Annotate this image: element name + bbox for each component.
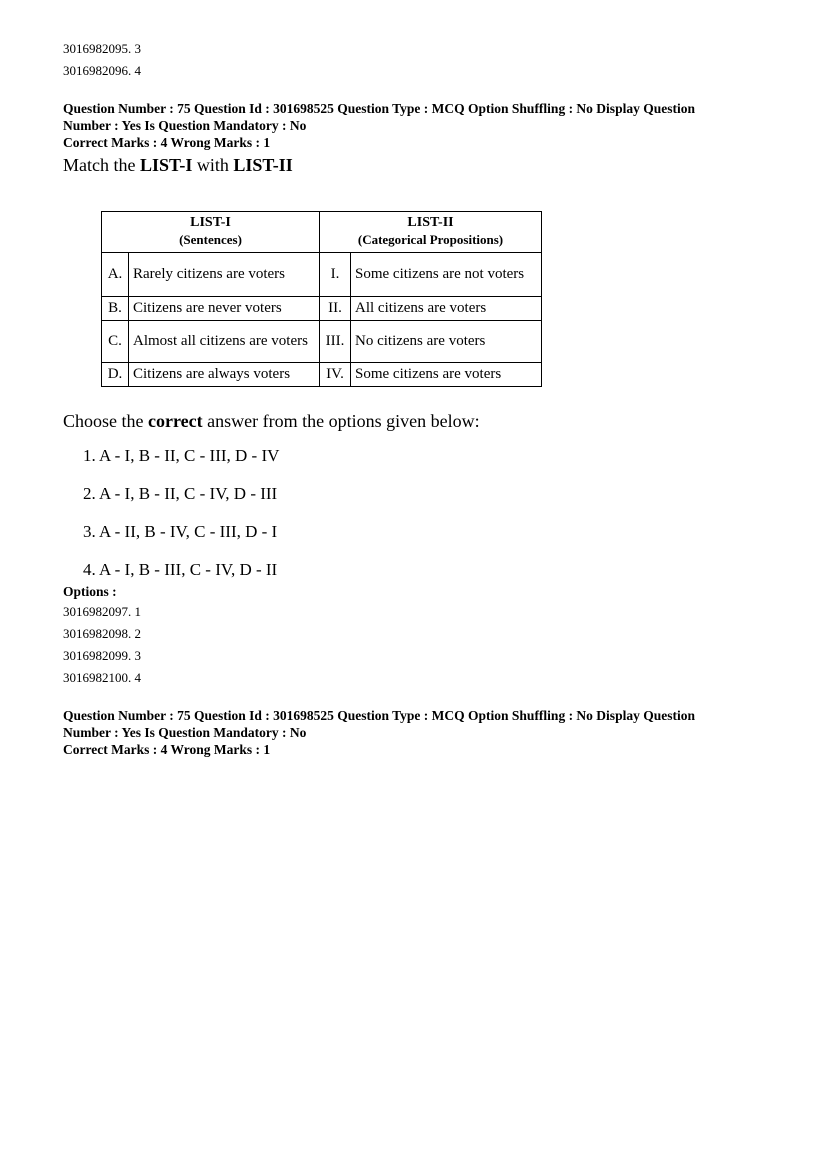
- option-code-line: 3016982098. 2: [63, 626, 141, 641]
- stem-list-2: LIST-II: [233, 155, 293, 175]
- stem-mid: with: [192, 155, 234, 175]
- left-text: Citizens are always voters: [129, 363, 320, 387]
- left-code: D.: [102, 363, 129, 387]
- table-row: [102, 253, 542, 297]
- left-code: B.: [102, 297, 129, 321]
- next-question-marks: Correct Marks : 4 Wrong Marks : 1: [63, 742, 271, 757]
- header-list-1-sub: (Sentences): [179, 232, 242, 247]
- option-code-line: 3016982096. 4: [63, 63, 141, 78]
- question-meta-line-2: Number : Yes Is Question Mandatory : No: [63, 118, 307, 133]
- right-code: III.: [320, 321, 351, 363]
- header-list-2-title: LIST-II: [407, 215, 454, 230]
- right-text: All citizens are voters: [351, 297, 542, 321]
- next-question-meta: [63, 707, 763, 758]
- options-label: Options :: [63, 584, 117, 599]
- right-code: IV.: [320, 363, 351, 387]
- next-question-meta-line-1: Question Number : 75 Question Id : 301698525 Question Type : MCQ Option Shuffling : No Display Question: [63, 708, 695, 723]
- stem-prefix: Match the: [63, 155, 140, 175]
- question-marks: Correct Marks : 4 Wrong Marks : 1: [63, 135, 271, 150]
- question-meta-line-1: Question Number : 75 Question Id : 301698525 Question Type : MCQ Option Shuffling : No Display Question: [63, 101, 695, 116]
- document-page: [63, 38, 763, 758]
- answer-choice: 1. A - I, B - II, C - III, D - IV: [83, 446, 280, 465]
- table-row: [102, 297, 542, 321]
- option-code-line: 3016982099. 3: [63, 648, 141, 663]
- left-text: Citizens are never voters: [129, 297, 320, 321]
- question-meta: [63, 100, 763, 151]
- table-header-list-2: [320, 212, 542, 253]
- option-code-line: 3016982100. 4: [63, 670, 141, 685]
- left-text: Almost all citizens are voters: [129, 321, 320, 363]
- choose-instruction: [63, 409, 763, 433]
- answer-choices: [63, 445, 763, 581]
- question-stem: [63, 153, 763, 177]
- right-text: Some citizens are voters: [351, 363, 542, 387]
- right-code: II.: [320, 297, 351, 321]
- left-text: Rarely citizens are voters: [129, 253, 320, 297]
- answer-choice: 2. A - I, B - II, C - IV, D - III: [83, 484, 278, 503]
- answer-choice: 3. A - II, B - IV, C - III, D - I: [83, 522, 278, 541]
- table-row: [102, 363, 542, 387]
- left-code: A.: [102, 253, 129, 297]
- stem-list-1: LIST-I: [139, 155, 193, 175]
- table-row: [102, 321, 542, 363]
- table-header-row: [102, 212, 542, 253]
- choose-prefix: Choose the: [63, 411, 148, 431]
- next-question-meta-line-2: Number : Yes Is Question Mandatory : No: [63, 725, 307, 740]
- match-table: [101, 211, 542, 387]
- option-code-line: 3016982095. 3: [63, 41, 141, 56]
- option-code-line: 3016982097. 1: [63, 604, 141, 619]
- right-text: No citizens are voters: [351, 321, 542, 363]
- choose-suffix: answer from the options given below:: [202, 411, 480, 431]
- left-code: C.: [102, 321, 129, 363]
- header-list-2-sub: (Categorical Propositions): [357, 232, 504, 247]
- choose-bold: correct: [148, 411, 203, 431]
- right-code: I.: [320, 253, 351, 297]
- header-list-1-title: LIST-I: [190, 215, 231, 230]
- table-header-list-1: [102, 212, 320, 253]
- answer-choice: 4. A - I, B - III, C - IV, D - II: [83, 560, 278, 579]
- right-text: Some citizens are not voters: [351, 253, 542, 297]
